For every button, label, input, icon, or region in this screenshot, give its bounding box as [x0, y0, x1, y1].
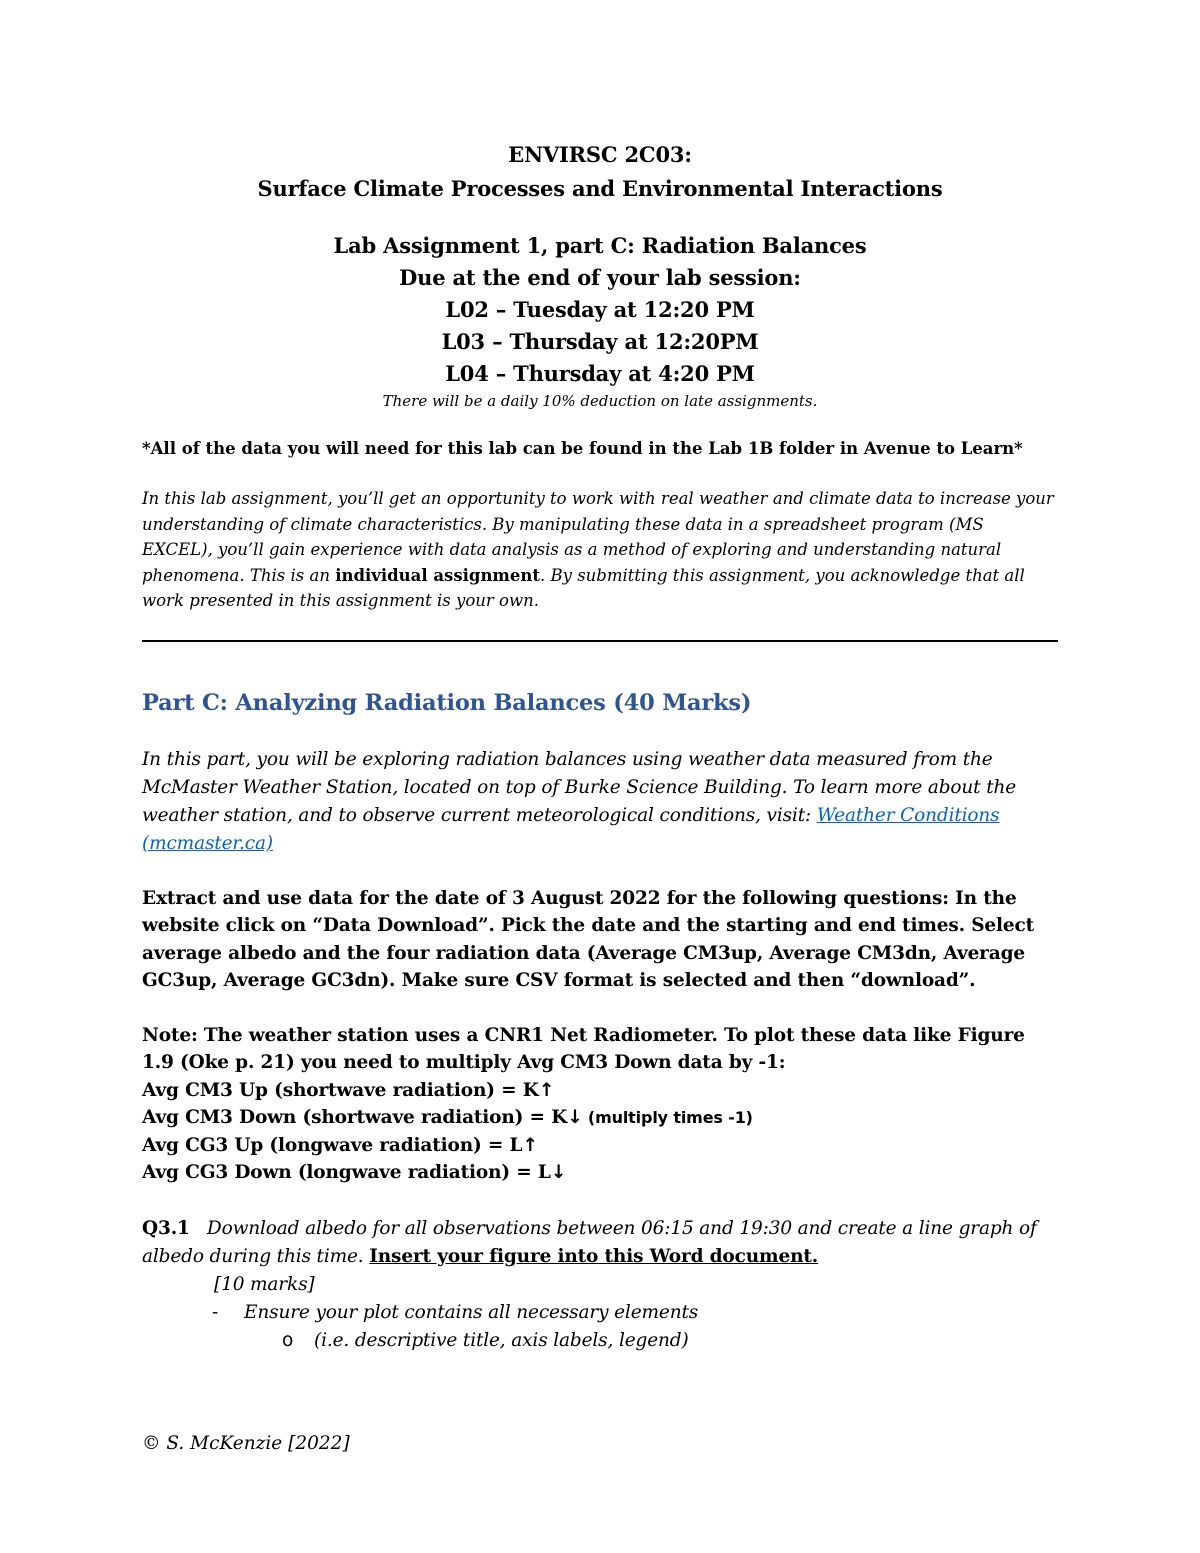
equation-cg3-down: [142, 1159, 1058, 1187]
part-c-heading: Part C: Analyzing Radiation Balances (40 Marks): [142, 689, 752, 716]
intro-individual-assignment: individual assignment: [335, 565, 541, 585]
part-c-description-text: In this part, you will be exploring radiation balances using weather data measured from the McMaster Weather Station, located on top of Burke Science Building. To learn more about the weather station, and to observe current meteorological conditions, visit:: [142, 748, 1017, 826]
document-header: [142, 138, 1058, 412]
equation-cm3-down: [142, 1104, 1058, 1132]
radiometer-note: [142, 1022, 1058, 1187]
arrow-down-icon: ↓: [567, 1107, 583, 1128]
intro-text-before: In this lab assignment, you’ll get an opportunity to work with real weather and climate data to increase your understanding of climate characteristics. By manipulating these data in a spreadsheet program (MS EXCEL), you’ll gain experience with data analysis as a method of exploring and understanding natural phenomena. This is an: [142, 489, 1054, 585]
question-sub-bullet-text: (i.e. descriptive title, axis labels, legend): [314, 1329, 689, 1351]
equation-cg3-down-text: Avg CG3 Down (longwave radiation) = L: [142, 1162, 551, 1183]
dash-bullet-icon: -: [212, 1301, 219, 1323]
session-l03: L03 – Thursday at 12:20PM: [441, 329, 759, 354]
question-text: Download albedo for all observations between 06:15 and 19:30 and create a line graph of albedo during this time.: [142, 1217, 1037, 1267]
radiometer-note-text: Note: The weather station uses a CNR1 Net Radiometer. To plot these data like Figure 1.9 (Oke p. 21) you need to multiply Avg CM3 Down data by -1:: [142, 1024, 1025, 1073]
equation-cm3-down-extra: (multiply times -1): [582, 1108, 753, 1127]
question-bullet: [142, 1299, 1058, 1327]
course-title: Surface Climate Processes and Environmental Interactions: [257, 176, 943, 201]
document-page: [142, 138, 1058, 1355]
question-body: [142, 1215, 1058, 1271]
equation-cg3-up: [142, 1132, 1058, 1160]
question-bullet-text: Ensure your plot contains all necessary elements: [244, 1301, 699, 1323]
copyright-footer: © S. McKenzie [2022]: [142, 1433, 350, 1454]
assignment-title: Lab Assignment 1, part C: Radiation Balances: [333, 233, 867, 258]
extract-instructions: Extract and use data for the date of 3 August 2022 for the following questions: In the website click on “Data Download”. Pick the date and the starting and end times. Select average albedo and the four radiation data (Average CM3up, Average CM3dn, Average GC3up, Average GC3dn). Make sure CSV format is selected and then “download”.: [142, 887, 1035, 991]
equation-cg3-up-text: Avg CG3 Up (longwave radiation) = L: [142, 1134, 523, 1156]
arrow-up-icon: ↑: [538, 1079, 555, 1101]
session-l04: L04 – Thursday at 4:20 PM: [445, 361, 755, 386]
arrow-down-icon: ↓: [550, 1162, 567, 1183]
session-l02: L02 – Tuesday at 12:20 PM: [445, 297, 755, 322]
course-code: ENVIRSC 2C03:: [508, 142, 692, 167]
part-c-description: [142, 746, 1058, 858]
question-label: Q3.1: [142, 1217, 190, 1239]
question-sub-bullet: [142, 1327, 1058, 1355]
intro-paragraph: [142, 486, 1058, 614]
assignment-block: [142, 230, 1058, 412]
due-intro: Due at the end of your lab session:: [399, 265, 801, 290]
circle-bullet-icon: o: [282, 1329, 294, 1351]
intro-text-after: . By submitting this assignment, you acknowledge that all work presented in this assignment is your own.: [142, 565, 1025, 610]
question-q3-1: [142, 1215, 1058, 1355]
equation-cm3-down-text: Avg CM3 Down (shortwave radiation) = K: [142, 1107, 568, 1128]
question-emphasis: Insert your figure into this Word document.: [369, 1245, 819, 1267]
equation-cm3-up: [142, 1077, 1058, 1105]
equation-cm3-up-text: Avg CM3 Up (shortwave radiation) = K: [142, 1079, 539, 1101]
late-deduction-note: There will be a daily 10% deduction on late assignments.: [382, 392, 818, 410]
data-location-note: *All of the data you will need for this lab can be found in the Lab 1B folder in Avenue to Learn*: [142, 439, 1023, 458]
question-marks: [10 marks]: [214, 1273, 315, 1295]
weather-conditions-link[interactable]: Weather Conditions (mcmaster.ca): [142, 804, 1000, 854]
arrow-up-icon: ↑: [522, 1134, 538, 1156]
section-divider: [142, 640, 1058, 642]
